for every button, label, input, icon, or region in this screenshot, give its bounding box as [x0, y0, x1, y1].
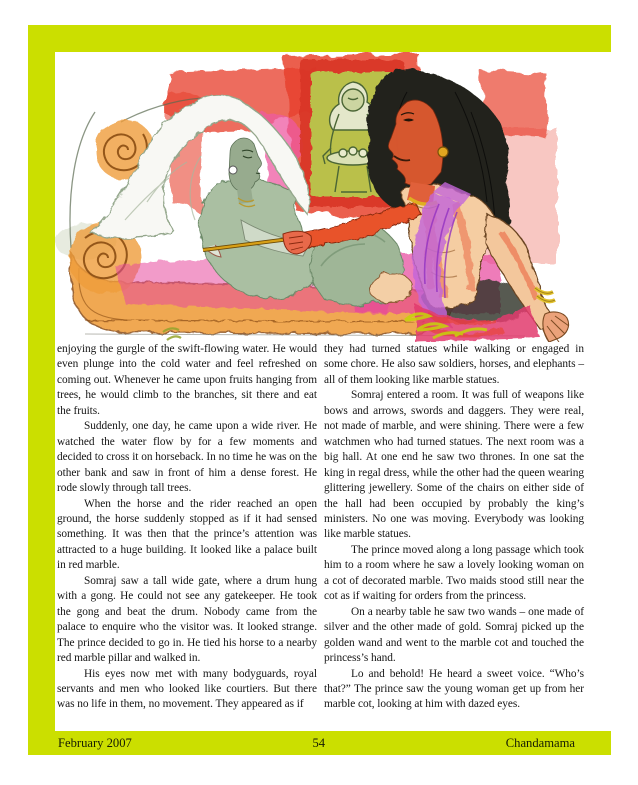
- story-paragraph: Lo and behold! He heard a sweet voice. “Who’s that?” The prince saw the young woman get up from her marble cot, looking at him with dazed eyes.: [324, 667, 584, 711]
- left-column: [57, 342, 317, 713]
- story-illustration: [55, 52, 611, 342]
- story-paragraph: His eyes now met with many bodyguards, royal servants and men who looked like courtiers. But there was no life in them, no movement. They appeared as if: [57, 667, 317, 711]
- footer-date: February 2007: [58, 735, 132, 750]
- page-frame-top: [28, 25, 611, 52]
- story-paragraph: When the horse and the rider reached an open ground, the horse suddenly stopped as if it had sensed something. It was then that the prince’s attention was attracted to a huge building. It looked like a palace built in red marble.: [57, 497, 317, 572]
- story-paragraph: Somraj entered a room. It was full of weapons like bows and arrows, swords and daggers. They were real, not made of marble, and were shining. There were a few watchmen who had turned statues. The next room was a big hall. At one end he saw two thrones. In one sat the king in regal dress, while the other had the queen wearing glittering jewellery. Some of the chairs on either side of the hall had been occupied by probably the king’s ministers. No one was moving. Everybody was looking like marble statues.: [324, 389, 584, 541]
- story-paragraph: they had turned statues while walking or engaged in some chore. He also saw soldiers, horses, and elephants – all of them looking like marble statues.: [324, 343, 584, 386]
- story-paragraph: Somraj saw a tall wide gate, where a drum hung with a gong. He could not see any gatekeeper. He took the gong and beat the drum. Nobody came from the palace to enquire who the visitor was. It looked strange. The prince decided to go in. He tied his horse to a nearby red marble pillar and walked in.: [57, 574, 317, 665]
- story-paragraph: Suddenly, one day, he came upon a wide river. He watched the water flow by for a few moments and decided to cross it on horseback. In no time he was on the other bank and saw in front of him a dense forest. He rode slowly through tall trees.: [57, 420, 317, 495]
- story-paragraph: enjoying the gurgle of the swift-flowing water. He would even plunge into the cold water and feel refreshed on coming out. Whenever he came upon fruits hanging from trees, he would climb to the branches, sit there and eat the fruits.: [57, 343, 317, 417]
- story-text: [57, 342, 584, 713]
- footer-magazine-name: Chandamama: [505, 735, 575, 750]
- story-paragraph: The prince moved along a long passage which took him to a room where he saw a lovely looking woman on a cot of decorated marble. Two maids stood still near the cot as if waiting for orders from the princess.: [324, 543, 584, 603]
- story-paragraph: On a nearby table he saw two wands – one made of silver and the other made of gold. Somraj picked up the golden wand and went to the marble cot and touched the princess’s hand.: [324, 605, 584, 665]
- page-frame-left: [28, 25, 55, 755]
- footer-page-number: 54: [312, 735, 326, 750]
- right-column: [324, 342, 584, 713]
- footer-band: [28, 731, 611, 755]
